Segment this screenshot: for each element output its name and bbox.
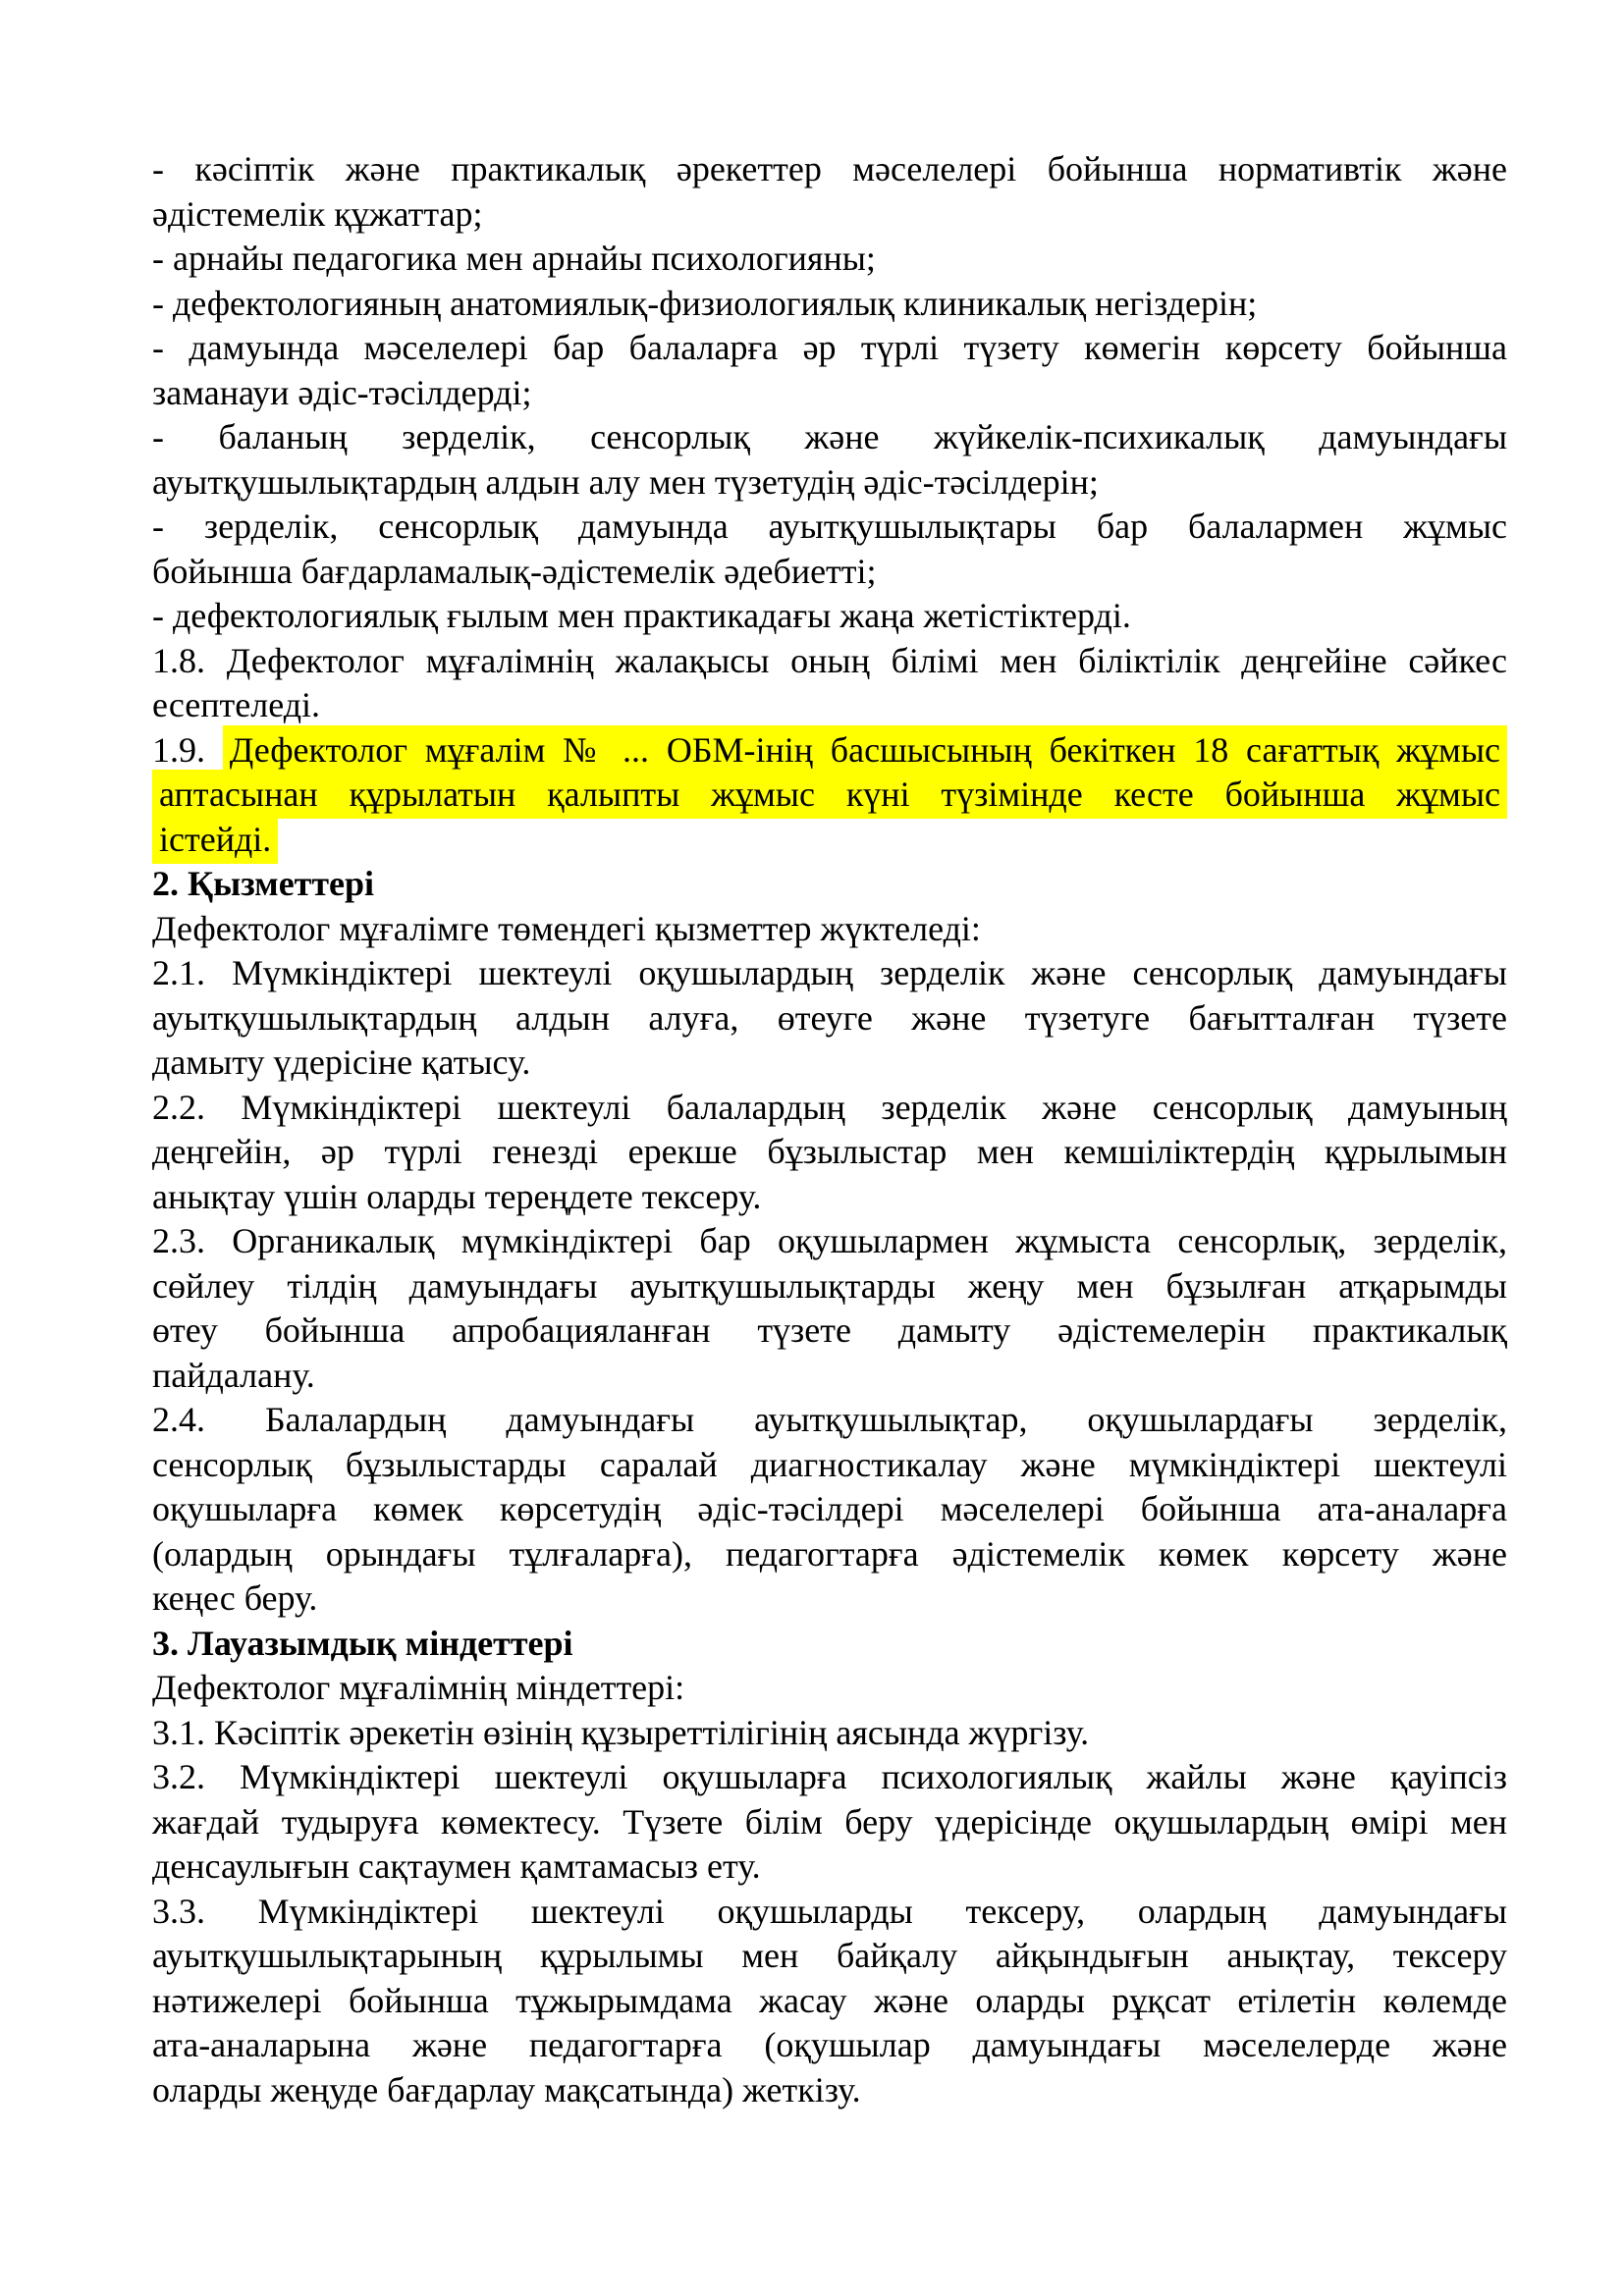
paragraph <box>152 505 1507 594</box>
text-line: Дефектолог мұғалімнің міндеттері: <box>152 1668 685 1707</box>
text-line: деңгейін, әр түрлі генезді ерекше бұзылыстар мен кемшіліктердің құрылымын <box>152 1132 1507 1171</box>
section-heading <box>152 1622 1507 1667</box>
text-line: 3. Лауазымдық міндеттері <box>152 1623 573 1663</box>
text-line: (олардың орындағы тұлғаларға), педагогтарға әдістемелік көмек көрсету және <box>152 1533 1507 1574</box>
paragraph <box>152 1219 1507 1398</box>
text-line: сөйлеу тілдің дамуындағы ауытқушылықтарды жеңу мен бұзылған атқарымды <box>152 1265 1507 1306</box>
text-line: ауытқушылықтарының құрылымы мен байқалу айқындығын анықтау, тексеру <box>152 1936 1507 1975</box>
paragraph <box>152 639 1507 728</box>
text-line: есептеледі. <box>152 685 321 724</box>
paragraph <box>152 951 1507 1086</box>
highlighted-text: Дефектолог мұғалім № ... ОБМ-інің басшысының бекіткен 18 сағаттық жұмыс <box>223 725 1507 774</box>
text-line: - баланың зерделік, сенсорлық және жүйкелік-психикалық дамуындағы <box>152 417 1507 456</box>
paragraph <box>152 1711 1507 1756</box>
text-line: оқушыларға көмек көрсетудің әдіс-тәсілдері мәселелері бойынша ата-аналарға <box>152 1489 1507 1528</box>
paragraph <box>152 147 1507 237</box>
paragraph <box>152 1755 1507 1890</box>
text-line: - дефектологиялық ғылым мен практикадағы жаңа жетістіктерді. <box>152 596 1131 635</box>
text-line: денсаулығын сақтаумен қамтамасыз ету. <box>152 1846 761 1886</box>
text-line: бойынша бағдарламалық-әдістемелік әдебиетті; <box>152 551 877 591</box>
text-segment: 1.9. <box>152 729 223 770</box>
text-line: өтеу бойынша апробацияланған түзете дамыту әдістемелерін практикалық <box>152 1310 1507 1350</box>
text-line: ата-аналарына және педагогтарға (оқушылар дамуындағы мәселелерде және <box>152 2025 1507 2064</box>
paragraph <box>152 907 1507 952</box>
text-line: пайдалану. <box>152 1355 315 1395</box>
text-line: 2.2. Мүмкіндіктері шектеулі балалардың зерделік және сенсорлық дамуының <box>152 1087 1507 1127</box>
text-line: - арнайы педагогика мен арнайы психологияны; <box>152 239 876 278</box>
text-line: кеңес беру. <box>152 1578 318 1618</box>
text-line: - дефектологияның анатомиялық-физиологиялық клиникалық негіздерін; <box>152 283 1258 323</box>
text-line: - зерделік, сенсорлық дамуында ауытқушылықтары бар балалармен жұмыс <box>152 507 1507 546</box>
text-line: нәтижелері бойынша тұжырымдама жасау және оларды рұқсат етілетін көлемде <box>152 1980 1507 2020</box>
text-line: - дамуында мәселелері бар балаларға әр түрлі түзету көмегін көрсету бойынша <box>152 328 1507 367</box>
text-line: анықтау үшін оларды тереңдете тексеру. <box>152 1176 762 1216</box>
section-heading <box>152 862 1507 907</box>
text-line: ауытқушылықтардың алдын алу мен түзетудің әдіс-тәсілдерін; <box>152 461 1099 502</box>
paragraph <box>152 1890 1507 2113</box>
paragraph <box>152 1398 1507 1622</box>
paragraph <box>152 728 1507 863</box>
text-line <box>152 818 1507 863</box>
text-line <box>152 728 1507 774</box>
text-line: сенсорлық бұзылыстарды саралай диагностикалау және мүмкіндіктері шектеулі <box>152 1444 1507 1484</box>
text-line: 2.1. Мүмкіндіктері шектеулі оқушылардың зерделік және сенсорлық дамуындағы <box>152 953 1507 992</box>
text-line <box>152 773 1507 818</box>
paragraph <box>152 1086 1507 1220</box>
text-line: жағдай тудыруға көмектесу. Түзете білім беру үдерісінде оқушылардың өмірі мен <box>152 1801 1507 1842</box>
text-line: әдістемелік құжаттар; <box>152 193 483 234</box>
text-line: заманауи әдіс-тәсілдерді; <box>152 372 532 412</box>
text-line: 3.2. Мүмкіндіктері шектеулі оқушыларға психологиялық жайлы және қауіпсіз <box>152 1757 1507 1796</box>
text-line: дамыту үдерісіне қатысу. <box>152 1042 531 1082</box>
text-line: 2. Қызметтері <box>152 864 375 903</box>
paragraph <box>152 594 1507 639</box>
text-line: 1.8. Дефектолог мұғалімнің жалақысы оның білімі мен біліктілік деңгейіне сәйкес <box>152 640 1507 680</box>
text-line: 3.3. Мүмкіндіктері шектеулі оқушыларды тексеру, олардың дамуындағы <box>152 1891 1507 1931</box>
highlighted-text: аптасынан құрылатын қалыпты жұмыс күні түзімінде кесте бойынша жұмыс <box>152 770 1507 819</box>
text-line: 3.1. Кәсіптік әрекетін өзінің құзыреттілігінің аясында жүргізу. <box>152 1712 1090 1752</box>
paragraph <box>152 282 1507 327</box>
paragraph <box>152 415 1507 505</box>
text-line: Дефектолог мұғалімге төмендегі қызметтер жүктеледі: <box>152 908 981 948</box>
text-line: ауытқушылықтардың алдын алуға, өтеуге және түзетуге бағытталған түзете <box>152 997 1507 1038</box>
paragraph <box>152 1666 1507 1711</box>
text-line: 2.3. Органикалық мүмкіндіктері бар оқушылармен жұмыста сенсорлық, зерделік, <box>152 1221 1507 1260</box>
paragraph <box>152 326 1507 415</box>
text-line: - кәсіптік және практикалық әрекеттер мәселелері бойынша нормативтік және <box>152 149 1507 188</box>
text-line: оларды жеңуде бағдарлау мақсатында) жеткізу. <box>152 2069 861 2109</box>
highlighted-text: істейді. <box>152 815 278 864</box>
paragraph <box>152 237 1507 282</box>
text-line: 2.4. Балалардың дамуындағы ауытқушылықтар, оқушылардағы зерделік, <box>152 1400 1507 1439</box>
